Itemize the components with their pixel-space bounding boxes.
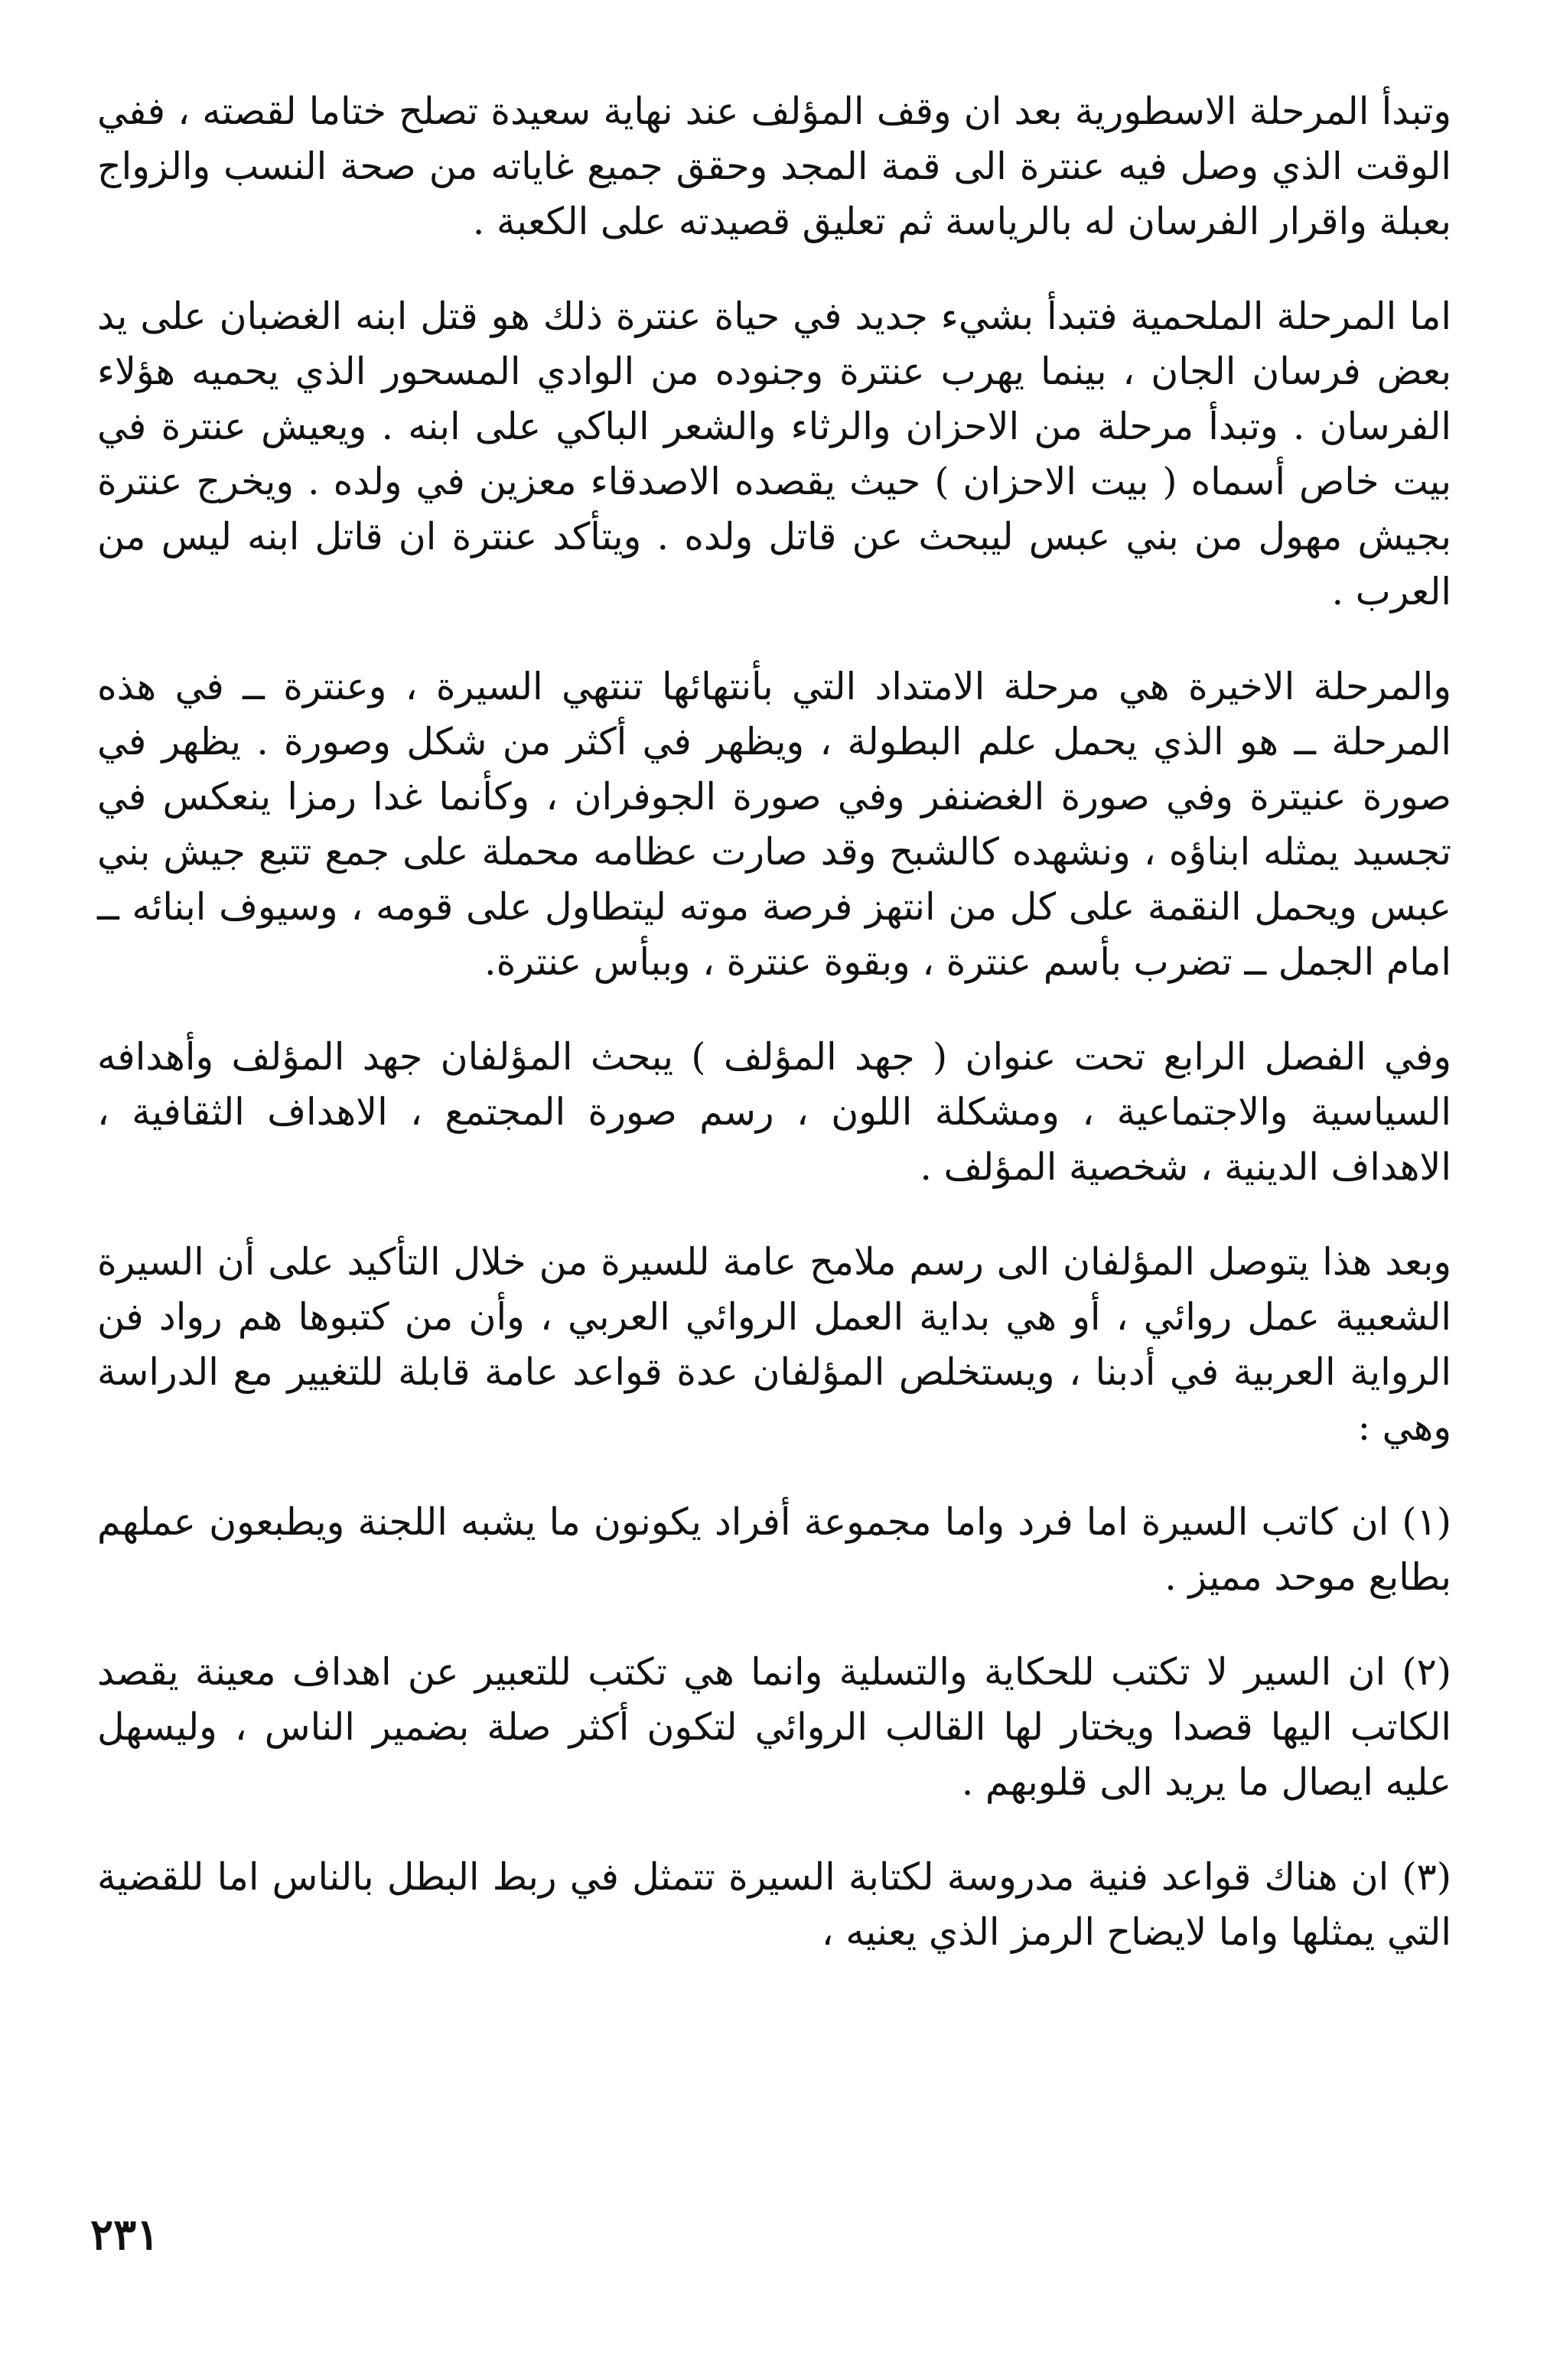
paragraph-conclusions: وبعد هذا يتوصل المؤلفان الى رسم ملامح عامة للسيرة من خلال التأكيد على أن السيرة الشعبية عمل روائي ، أو هي بداية العمل الروائي العربي ، وأن من كتبوها هم رواد فن الرواية العربية في أدبنا ، ويستخلص المؤلفان عدة قواعد عامة قابلة للتغيير مع الدراسة وهي : xyxy=(97,1240,1451,1449)
paragraph-rule-1: (١) ان كاتب السيرة اما فرد واما مجموعة أفراد يكونون ما يشبه اللجنة ويطبعون عملهم بطابع موحد مميز . xyxy=(97,1500,1451,1599)
paragraph-mythical-stage: وتبدأ المرحلة الاسطورية بعد ان وقف المؤلف عند نهاية سعيدة تصلح ختاما لقصته ، ففي الوقت الذي وصل فيه عنترة الى قمة المجد وحقق جميع غاياته من صحة النسب والزواج بعبلة واقرار الفرسان له بالرياسة ثم تعليق قصيدته على الكعبة . xyxy=(97,90,1451,243)
paragraph-extension-stage: والمرحلة الاخيرة هي مرحلة الامتداد التي بأنتهائها تنتهي السيرة ، وعنترة ــ في هذه المرحلة ــ هو الذي يحمل علم البطولة ، ويظهر في أكثر من شكل وصورة . يظهر في صورة عنيترة وفي صورة الغضنفر وفي صورة الجوفران ، وكأنما غدا رمزا ينعكس في تجسيد يمثله ابناؤه ، ونشهده كالشبح وقد صارت عظامه محملة على جمع تتبع جيش بني عبس ويحمل النقمة على كل من انتهز فرصة موته ليتطاول على قومه ، وسيوف ابنائه ــ امام الجمل ــ تضرب بأسم عنترة ، وبقوة عنترة ، وببأس عنترة. xyxy=(97,665,1451,984)
paragraph-epic-stage: اما المرحلة الملحمية فتبدأ بشيء جديد في حياة عنترة ذلك هو قتل ابنه الغضبان على يد بعض فرسان الجان ، بينما يهرب عنترة وجنوده من الوادي المسحور الذي يحميه هؤلاء الفرسان . وتبدأ مرحلة من الاحزان والرثاء والشعر الباكي على ابنه . ويعيش عنترة في بيت خاص أسماه ( بيت الاحزان ) حيث يقصده الاصدقاء معزين في ولده . ويخرج عنترة بجيش مهول من بني عبس ليبحث عن قاتل ولده . ويتأكد عنترة ان قاتل ابنه ليس من العرب . xyxy=(97,295,1451,614)
page-body-text xyxy=(97,84,1451,1960)
page-number: ٢٣١ xyxy=(90,2209,160,2260)
paragraph-rule-2: (٢) ان السير لا تكتب للحكاية والتسلية وانما هي تكتب للتعبير عن اهداف معينة يقصد الكاتب اليها قصدا ويختار لها القالب الروائي لتكون أكثر صلة بضمير الناس ، وليسهل عليه ايصال ما يريد الى قلوبهم . xyxy=(97,1650,1451,1804)
paragraph-rule-3: (٣) ان هناك قواعد فنية مدروسة لكتابة السيرة تتمثل في ربط البطل بالناس اما للقضية التي يمثلها واما لايضاح الرمز الذي يعنيه ، xyxy=(97,1855,1451,1954)
paragraph-chapter-four: وفي الفصل الرابع تحت عنوان ( جهد المؤلف ) يبحث المؤلفان جهد المؤلف وأهدافه السياسية والاجتماعية ، ومشكلة اللون ، رسم صورة المجتمع ، الاهداف الثقافية ، الاهداف الدينية ، شخصية المؤلف . xyxy=(97,1035,1451,1189)
